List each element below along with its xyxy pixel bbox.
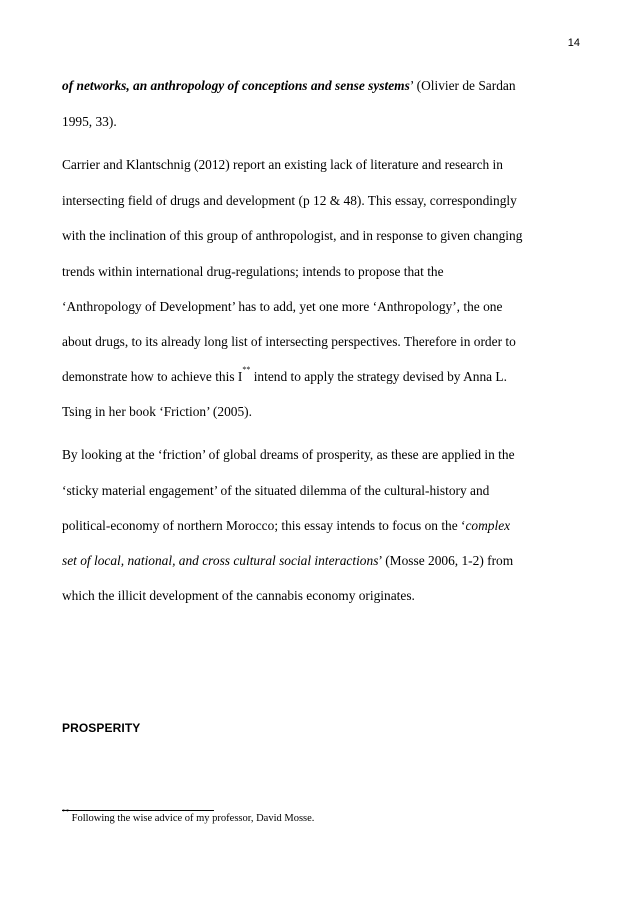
paragraph-3-line-4: set of local, national, and cross cultural social interactions’ (Mosse 2006, 1-2) from <box>62 553 514 568</box>
paragraph-1-line-1: of networks, an anthropology of conceptions and sense systems’ (Olivier de Sardan <box>62 78 516 93</box>
paragraph-3-line-1: By looking at the ‘friction’ of global dreams of prosperity, as these are applied in the <box>62 447 515 462</box>
italic-quote: of networks, an anthropology of conceptions and sense systems <box>62 78 410 93</box>
paragraph-2-line-6: about drugs, to its already long list of intersecting perspectives. Therefore in order to <box>62 334 516 349</box>
paragraph-3-line-3: political-economy of northern Morocco; this essay intends to focus on the ‘complex <box>62 518 511 533</box>
footnote-marker: ** <box>62 807 69 816</box>
footnote-reference: ** <box>242 364 251 374</box>
footnote-divider <box>62 810 214 811</box>
paragraph-2-line-1: Carrier and Klantschnig (2012) report an existing lack of literature and research in <box>62 157 503 172</box>
paragraph-2-line-8: Tsing in her book ‘Friction’ (2005). <box>62 404 252 419</box>
paragraph-2-line-2: intersecting field of drugs and development (p 12 & 48). This essay, correspondingly <box>62 193 517 208</box>
page-number: 14 <box>567 37 580 49</box>
footnote-text: Following the wise advice of my professor, David Mosse. <box>69 813 315 824</box>
paragraph-3-line-5: which the illicit development of the cannabis economy originates. <box>62 588 415 603</box>
footnote <box>62 807 315 824</box>
paragraph-2-line-3: with the inclination of this group of anthropologist, and in response to given changing <box>62 228 523 243</box>
paragraph-2-line-4: trends within international drug-regulations; intends to propose that the <box>62 264 444 279</box>
paragraph-1-line-2: 1995, 33). <box>62 114 117 129</box>
paragraph-3-line-2: ‘sticky material engagement’ of the situated dilemma of the cultural-history and <box>62 483 490 498</box>
section-heading: PROSPERITY <box>62 721 141 735</box>
paragraph-2-line-5: ‘Anthropology of Development’ has to add, yet one more ‘Anthropology’, the one <box>62 299 503 314</box>
paragraph-2-line-7: demonstrate how to achieve this I** intend to apply the strategy devised by Anna L. <box>62 364 507 384</box>
